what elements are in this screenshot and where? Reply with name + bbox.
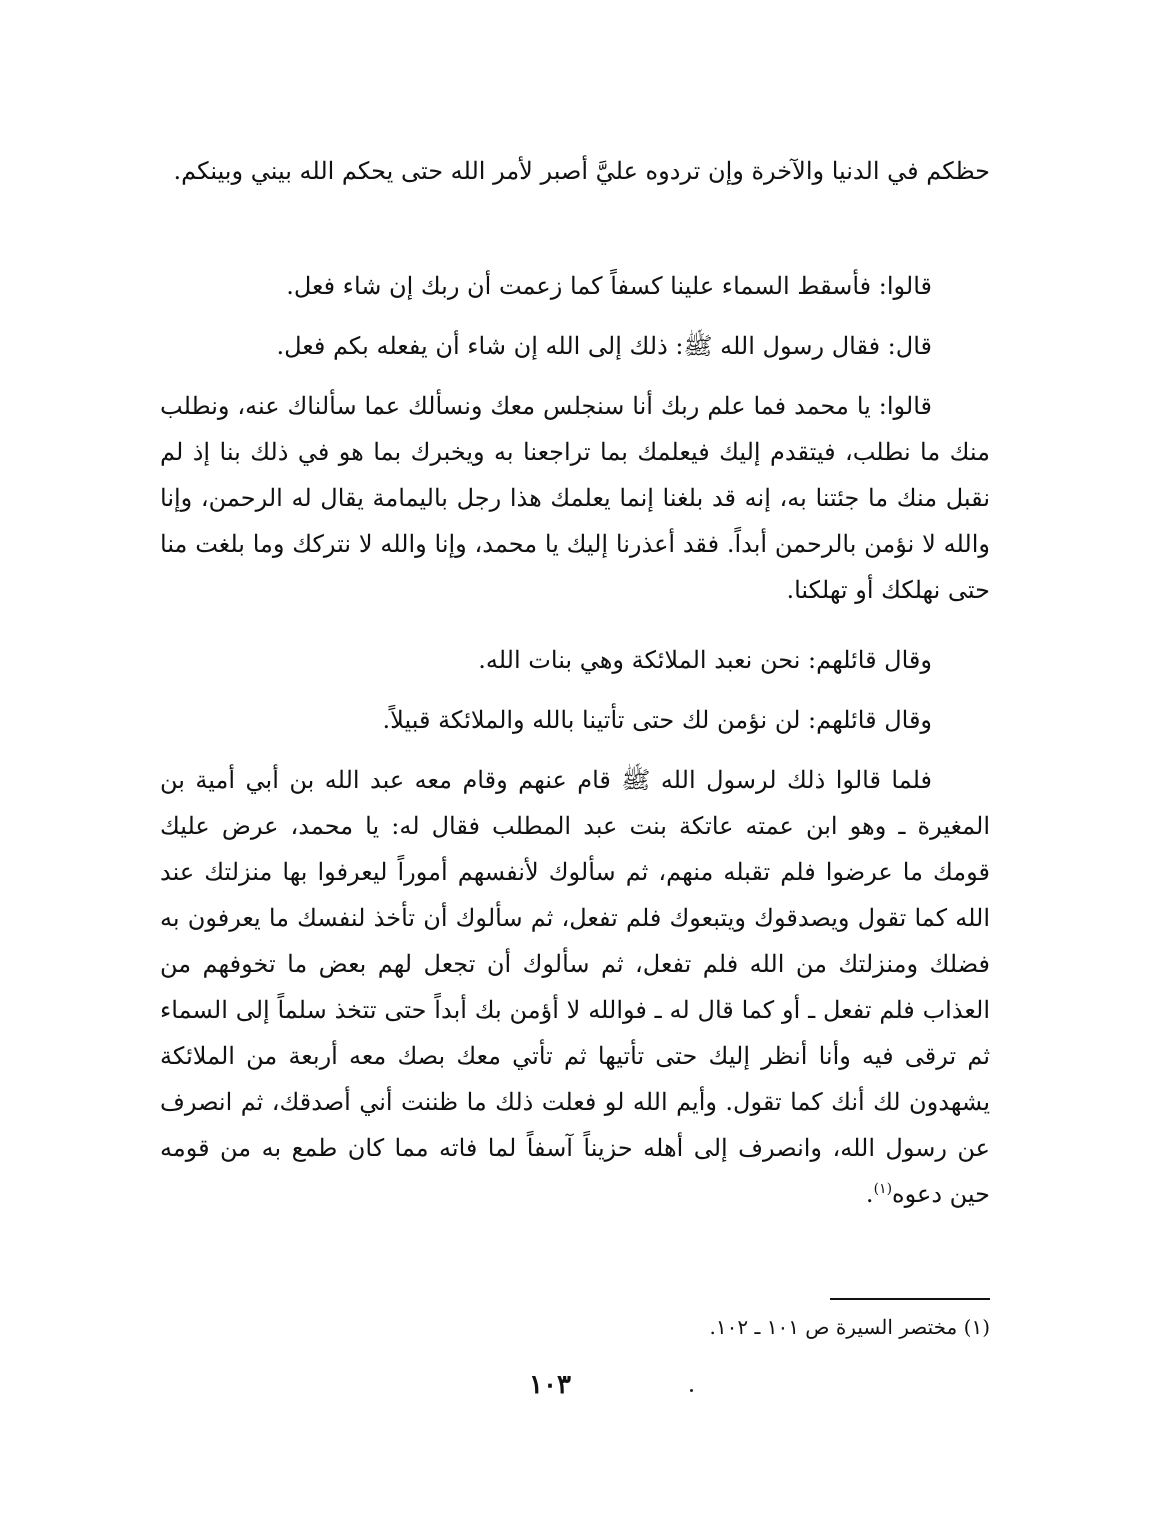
paragraph-body: فلما قالوا ذلك لرسول الله ﷺ قام عنهم وقام معه عبد الله بن أبي أمية بن المغيرة ـ وهو ابن عمته عاتكة بنت عبد المطلب فقال له: يا محمد، عرض عليك قومك ما عرضوا فلم تقبله منهم، ثم سألوك لأنفسهم أموراً ليعرفوا بها منزلتك عند الله كما تقول ويصدقوك ويتبعوك فلم تفعل، ثم سألوك أن تأخذ لنفسك ما يعرفون به فضلك ومنزلتك من الله فلم تفعل، ثم سألوك أن تجعل لهم بعض ما تخوفهم من العذاب فلم تفعل ـ أو كما قال له ـ فوالله لا أؤمن بك أبداً حتى تتخذ سلماً إلى السماء ثم ترقى فيه وأنا أنظر إليك حتى تأتيها ثم تأتي معك بصك معه أربعة من الملائكة يشهدون لك أنك كما تقول. وأيم الله لو فعلت ذلك ما ظننت أني أصدقك، ثم انصرف عن رسول الله، وانصرف إلى أهله حزيناً آسفاً لما فاته مما كان طمع به من قومه حين دعوه: [160, 766, 990, 1208]
paragraph-end-mark: .: [865, 1180, 874, 1208]
footnote-text: (١) مختصر السيرة ص ١٠١ ـ ١٠٢.: [709, 1315, 990, 1339]
paragraph-quraysh-challenge: قالوا: يا محمد فما علم ربك أنا سنجلس معك ونسألك عما سألناك عنه، ونطلب منك ما نطلب، فيتقدم إليك فيعلمك بما تراجعنا به ويخبرك بما هو في ذلك بنا إذ لم نقبل منك ما جئتنا به، إنه قد بلغنا إنما يعلمك هذا رجل باليمامة يقال له الرحمن، وإنا والله لا نؤمن بالرحمن أبداً. فقد أعذرنا إليك يا محمد، وإنا والله لا نتركك وما بلغت منا حتى نهلكك أو تهلكنا.: [160, 392, 990, 604]
paragraph-abdullah-ibn-abi-umayya: [160, 757, 990, 1217]
paragraph-angels-demand: وقال قائلهم: لن نؤمن لك حتى تأتينا بالله والملائكة قبيلاً.: [382, 706, 932, 734]
scan-speck: [690, 1389, 693, 1392]
paragraph-continuation: حظكم في الدنيا والآخرة وإن تردوه عليَّ أصبر لأمر الله حتى يحكم الله بيني وبينكم.: [173, 157, 990, 185]
page-number: ١٠٣: [529, 1370, 571, 1400]
paragraph-angels-claim: وقال قائلهم: نحن نعبد الملائكة وهي بنات الله.: [478, 646, 932, 674]
paragraph-quraysh-request-sky: قالوا: فأسقط السماء علينا كسفاً كما زعمت أن ربك إن شاء فعل.: [286, 272, 932, 300]
paragraph-prophet-reply: قال: فقال رسول الله ﷺ: ذلك إلى الله إن شاء أن يفعله بكم فعل.: [276, 332, 932, 360]
footnote-divider: [830, 1298, 990, 1300]
footnote-reference: (١): [873, 1181, 893, 1197]
